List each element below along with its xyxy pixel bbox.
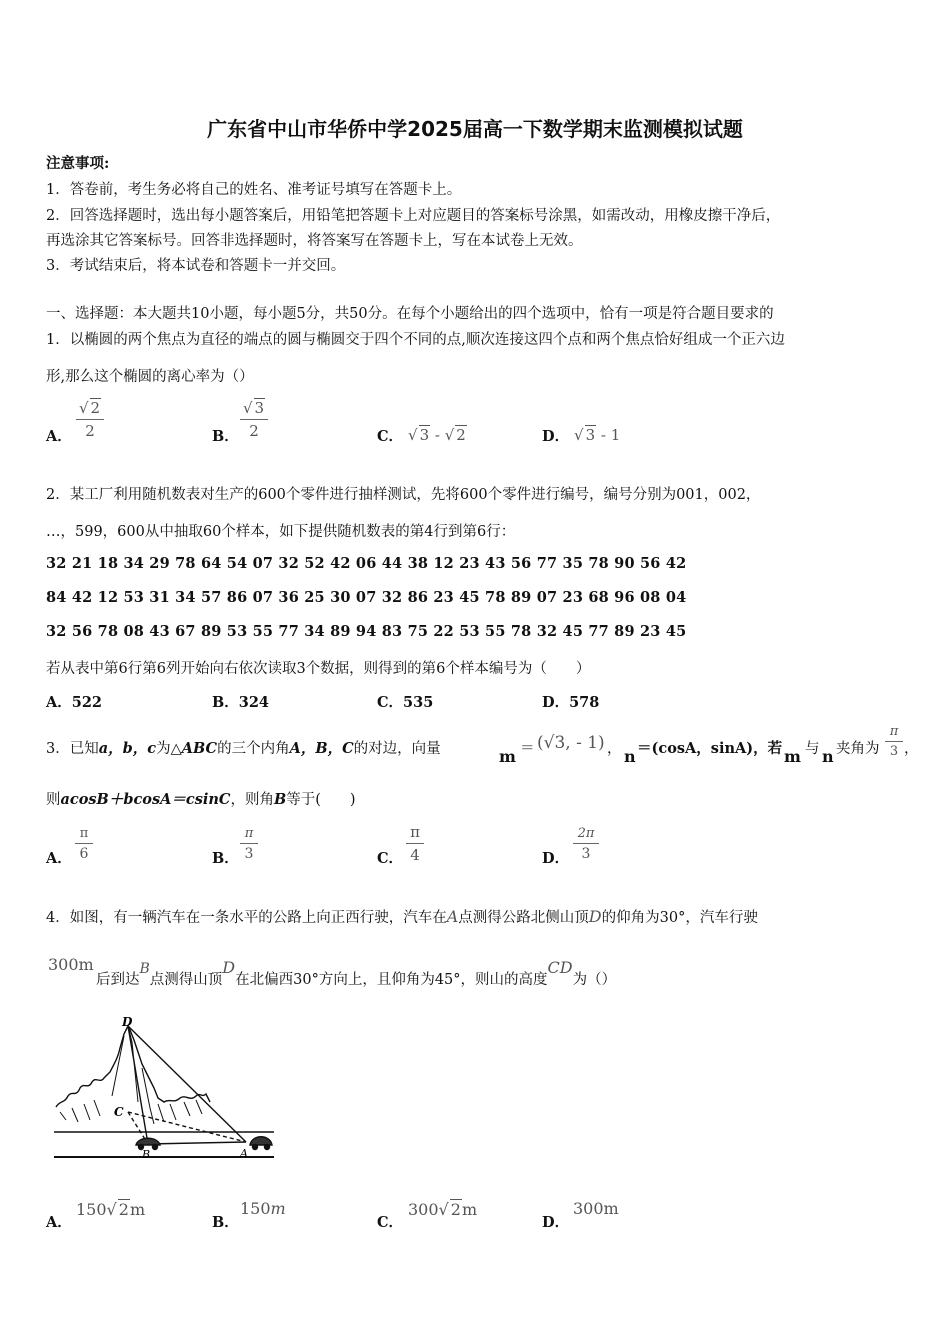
q1-option-c-label: C． [377, 428, 404, 445]
q4-option-c-value: 300√ 2m [408, 1200, 478, 1219]
page-title: 广东省中山市华侨中学2025届高一下数学期末监测模拟试题 [207, 117, 743, 141]
q3-vector-n-2: n [822, 747, 834, 766]
q4-option-d-label: D． [542, 1214, 570, 1231]
figure-label-c: C [114, 1105, 124, 1119]
q1-option-d-expr: √ 3 - 1 [574, 426, 621, 444]
q3-option-c-fraction: π 4 [406, 823, 424, 864]
q3-option-b-fraction: π 3 [240, 826, 258, 862]
q4-option-a-value: 150√ 2m [76, 1200, 146, 1219]
q2-stem-line2: …，599，600从中抽取60个样本，如下提供随机数表的第4行到第6行： [46, 524, 516, 540]
q3-n-vector-value: ＝(cosA，sinA)，若 [637, 740, 783, 757]
q3-vector-m: m [499, 747, 516, 766]
q2-option-b: B．324 [212, 694, 270, 711]
q4-option-a-label: A． [46, 1214, 72, 1231]
notice-item-2: 2．回答选择题时，选出每小题答案后，用铅笔把答题卡上对应题目的答案标号涂黑，如需改动，用橡皮擦干净后， [46, 208, 781, 224]
figure-label-a: A [240, 1147, 248, 1160]
q1-b-radicand: 3 [254, 399, 265, 417]
notice-item-2-cont: 再选涂其它答案标号。回答非选择题时，将答案写在答题卡上，写在本试卷上无效。 [46, 233, 583, 249]
section-heading: 一、选择题：本大题共10小题，每小题5分，共50分。在每个小题给出的四个选项中，恰有一项是符合题目要求的 [46, 306, 774, 322]
q4-option-d-value: 300m [573, 1199, 619, 1218]
q4-stem-line2: 后到达B点测得山顶D在北偏西30°方向上，且仰角为45°，则山的高度CD为（） [96, 958, 617, 988]
figure-label-d: D [122, 1015, 133, 1029]
q3-tail: ， [904, 741, 919, 757]
q2-random-row-6: 32 56 78 08 43 67 89 53 55 77 34 89 94 83 75 22 53 55 78 32 45 77 89 23 45 [46, 623, 687, 640]
q4-stem-line1: 4．如图，有一辆汽车在一条水平的公路上向正西行驶，汽车在A点测得公路北侧山顶D的仰角为30°，汽车行驶 [46, 907, 758, 926]
q1-stem-line1: 1．以椭圆的两个焦点为直径的端点的圆与椭圆交于四个不同的点,顺次连接这四个点和两个焦点恰好组成一个正六边 [46, 332, 785, 348]
q4-option-c-label: C． [377, 1214, 404, 1231]
q1-option-b-label: B． [212, 428, 239, 445]
q3-option-d-fraction: 2π 3 [573, 826, 599, 862]
q3-vector-n: n [624, 747, 636, 766]
notice-item-3: 3．考试结束后，将本试卷和答题卡一并交回。 [46, 258, 346, 274]
q2-stem-line1: 2．某工厂利用随机数表对生产的600个零件进行抽样测试，先将600个零件进行编号，编号分别为001，002， [46, 487, 761, 503]
q3-option-c-label: C． [377, 850, 404, 867]
q3-option-a-fraction: π 6 [75, 826, 93, 862]
notice-heading: 注意事项: [46, 155, 110, 172]
q2-option-c: C．535 [377, 694, 434, 711]
q2-random-row-5: 84 42 12 53 31 34 57 86 07 36 25 30 07 32 86 23 45 78 89 07 23 68 96 08 04 [46, 589, 687, 606]
q1-a-denominator: 2 [85, 422, 95, 440]
q2-random-row-4: 32 21 18 34 29 78 64 54 07 32 52 42 06 44 38 12 23 43 56 77 35 78 90 56 42 [46, 555, 687, 572]
notice-item-1: 1．答卷前，考生务必将自己的姓名、准考证号填写在答题卡上。 [46, 182, 462, 198]
q1-option-d-label: D． [542, 428, 570, 445]
q1-option-a-fraction: √ 2 2 [76, 398, 104, 440]
q3-stem-line2: 则acosB＋bcosA＝csinC，则角B等于( ) [46, 791, 356, 808]
q3-option-a-label: A． [46, 850, 72, 867]
q1-a-radicand: 2 [90, 399, 101, 417]
q3-option-b-label: B． [212, 850, 239, 867]
q3-equals: ＝ [520, 741, 535, 757]
q4-option-b-label: B． [212, 1214, 239, 1231]
figure-label-b: B [142, 1148, 151, 1161]
q3-angle-fraction: π 3 [885, 724, 903, 759]
q2-option-d: D．578 [542, 694, 600, 711]
q3-option-d-label: D． [542, 850, 570, 867]
q3-comma: ， [607, 741, 622, 757]
q1-b-denominator: 2 [249, 422, 259, 440]
q2-option-a: A．522 [46, 694, 103, 711]
q3-stem-line1: 3．已知a，b，c为△ABC的三个内角A，B，C的对边，向量 [46, 740, 441, 757]
q1-stem-line2: 形,那么这个椭圆的离心率为（） [46, 369, 254, 385]
q1-option-c-expr: √ 3 - √ 2 [408, 426, 466, 444]
q3-with: 与 [805, 741, 820, 757]
q2-stem-line3: 若从表中第6行第6列开始向右依次读取3个数据，则得到的第6个样本编号为（ ） [46, 661, 591, 677]
q4-option-b-value: 150m [240, 1199, 286, 1218]
q3-angle-label: 夹角为 [836, 741, 880, 757]
q1-option-a-label: A． [46, 428, 72, 445]
q4-distance: 300m [48, 955, 94, 974]
q3-vector-m-2: m [784, 747, 801, 766]
mountain-figure [50, 1012, 280, 1167]
q1-option-b-fraction: √ 3 2 [240, 398, 268, 440]
q3-m-vector-value: (√3, - 1) [537, 733, 605, 753]
